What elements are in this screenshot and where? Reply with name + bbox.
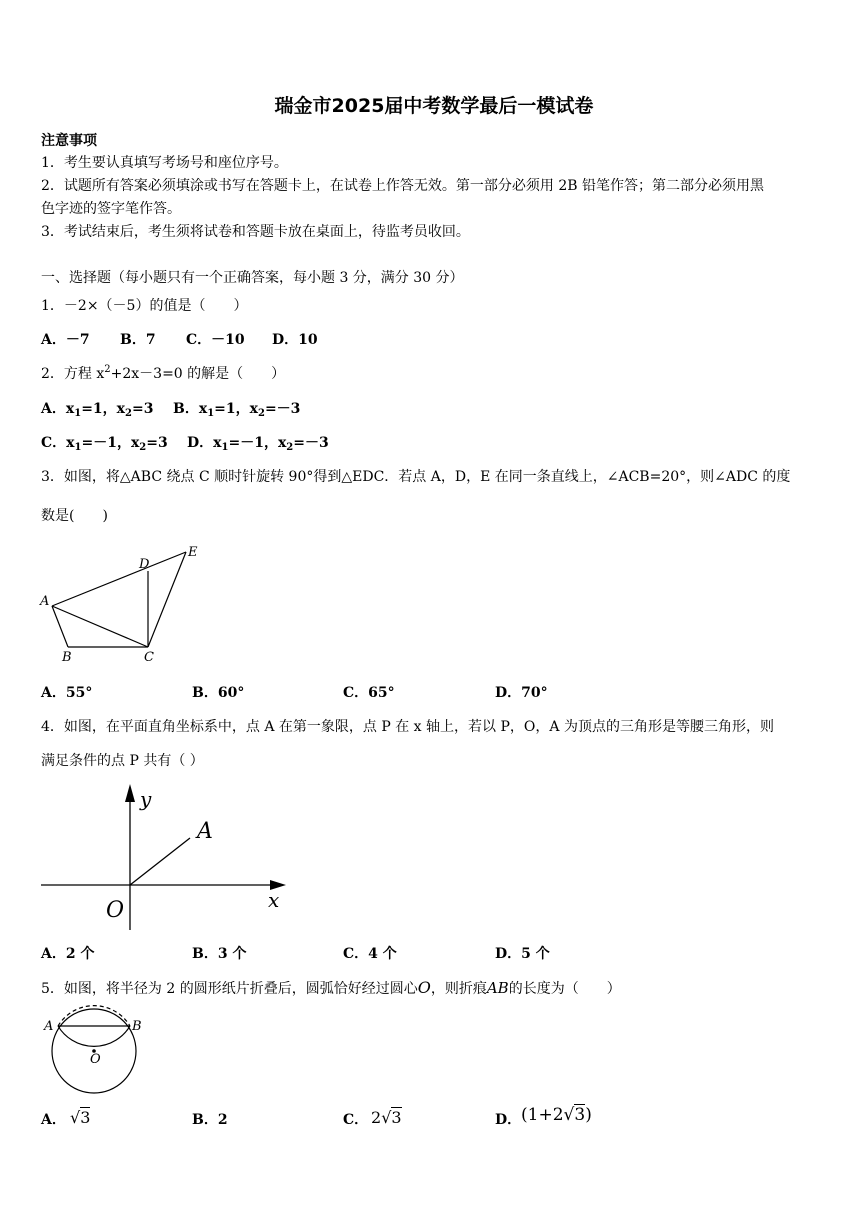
q3-stem-line2: 数是( ) (41, 508, 108, 524)
q2-d-mid: =－1，x (228, 435, 287, 451)
q3-label-b: B (62, 650, 72, 665)
q2-d-sub2: 2 (286, 442, 294, 453)
q5-a-radical-icon: √ (70, 1108, 81, 1127)
q2-c-label: C．x (41, 435, 75, 451)
q5-stem-ab: AB (486, 979, 509, 997)
q5-option-a (41, 1111, 66, 1129)
q5-stem-c: 的长度为（ ） (508, 981, 621, 997)
q5-option-b: B．2 (192, 1112, 228, 1128)
q3-label-d: D (139, 557, 150, 572)
q5-option-a-math (70, 1109, 90, 1127)
q2-a-sub1: 1 (74, 408, 82, 419)
q2-d-end: =－3 (293, 435, 329, 451)
q2-stem-suffix: +2x－3=0 的解是（ ） (110, 366, 286, 382)
q5-label-o: O (90, 1052, 101, 1067)
q5-a-label: A． (41, 1112, 66, 1128)
q3-label-e: E (188, 545, 198, 560)
q5-stem-b: ，则折痕 (430, 981, 487, 997)
q3-option-a: A．55° (41, 685, 93, 701)
q5-option-d (495, 1111, 521, 1129)
notice-item-1: 1．考生要认真填写考场号和座位序号。 (41, 155, 288, 171)
q2-stem-prefix: 2．方程 x (41, 366, 105, 382)
q5-stem-o: O (417, 978, 431, 997)
q2-d-sub1: 1 (221, 442, 229, 453)
q2-b-sub1: 1 (207, 408, 215, 419)
q5-d-pre: (1+2 (521, 1105, 564, 1125)
page-title: 瑞金市2025届中考数学最后一模试卷 (274, 95, 594, 117)
q3-option-c: C．65° (343, 685, 395, 701)
notice-item-2-cont: 色字迹的签字笔作答。 (41, 201, 181, 217)
q2-c-sub2: 2 (139, 442, 147, 453)
q2-b-sub2: 2 (257, 408, 265, 419)
q5-option-d-math (521, 1106, 592, 1124)
notice-item-2: 2．试题所有答案必须填涂或书写在答题卡上，在试卷上作答无效。第一部分必须用 2B 铅笔作答；第二部分必须用黑 (41, 178, 764, 194)
q2-b-end: =－3 (264, 401, 301, 417)
q5-c-radicand: 3 (391, 1108, 402, 1127)
q5-label-b: B (132, 1019, 142, 1034)
q2-a-sub2: 2 (125, 408, 132, 419)
q3-label-c: C (144, 650, 154, 665)
q1-option-c: C．－10 (186, 332, 245, 348)
q4-label-y: y (140, 787, 152, 811)
q5-option-c-math (371, 1109, 402, 1127)
q2-a-end: =3 (131, 401, 154, 417)
q5-a-radicand: 3 (80, 1108, 91, 1127)
q5-c-label: C． (343, 1112, 369, 1128)
q5-label-a: A (44, 1019, 54, 1034)
q4-label-x: x (268, 888, 280, 912)
q1-option-a: A．－7 (41, 332, 90, 348)
q5-stem-a: 5．如图，将半径为 2 的圆形纸片折叠后，圆弧恰好经过圆心 (41, 981, 418, 997)
q4-label-o: O (106, 898, 125, 923)
q3-stem-line1: 3．如图，将△ABC 绕点 C 顺时针旋转 90°得到△EDC．若点 A，D，E 在同一条直线上，∠ACB=20°，则∠ADC 的度 (41, 469, 791, 485)
q1-stem: 1．－2×（－5）的值是（ ） (41, 298, 248, 314)
q5-option-c (343, 1111, 368, 1129)
q2-c-mid: =－1，x (81, 435, 140, 451)
q5-d-post: ) (585, 1105, 592, 1125)
q4-option-d: D．5 个 (495, 946, 550, 962)
q5-d-radical-icon: √ (563, 1105, 575, 1125)
q2-d-label: D．x (187, 435, 222, 451)
section-heading: 一、选择题（每小题只有一个正确答案，每小题 3 分，满分 30 分） (41, 270, 464, 286)
q5-c-radical-icon: √ (381, 1108, 392, 1127)
q4-stem-line2: 满足条件的点 P 共有（ ） (41, 753, 204, 769)
q5-d-radicand: 3 (574, 1105, 586, 1125)
q3-option-d: D．70° (495, 685, 548, 701)
q2-c-sub1: 1 (74, 442, 82, 453)
q2-b-mid: =1，x (214, 401, 258, 417)
q5-c-pre: 2 (371, 1108, 382, 1127)
q4-option-a: A．2 个 (41, 946, 95, 962)
q4-option-c: C．4 个 (343, 946, 397, 962)
q4-stem-line1: 4．如图，在平面直角坐标系中，点 A 在第一象限，点 P 在 x 轴上，若以 P，O，A 为顶点的三角形是等腰三角形，则 (41, 719, 774, 735)
q2-b-label: B．x (173, 401, 208, 417)
notice-item-3: 3．考试结束后，考生须将试卷和答题卡放在桌面上，待监考员收回。 (41, 224, 470, 240)
q2-a-mid: =1，x (81, 401, 126, 417)
q1-option-b: B．7 (120, 332, 156, 348)
q2-a-label: A．x (41, 401, 75, 417)
q2-stem-sup: 2 (104, 364, 111, 375)
q4-option-b: B．3 个 (192, 946, 247, 962)
q3-option-b: B．60° (192, 685, 245, 701)
q4-label-a: A (197, 819, 213, 844)
q3-label-a: A (40, 594, 50, 609)
notice-heading: 注意事项 (41, 133, 97, 149)
q5-d-label: D． (495, 1112, 522, 1128)
q1-option-d: D．10 (272, 332, 318, 348)
q2-c-end: =3 (146, 435, 168, 451)
